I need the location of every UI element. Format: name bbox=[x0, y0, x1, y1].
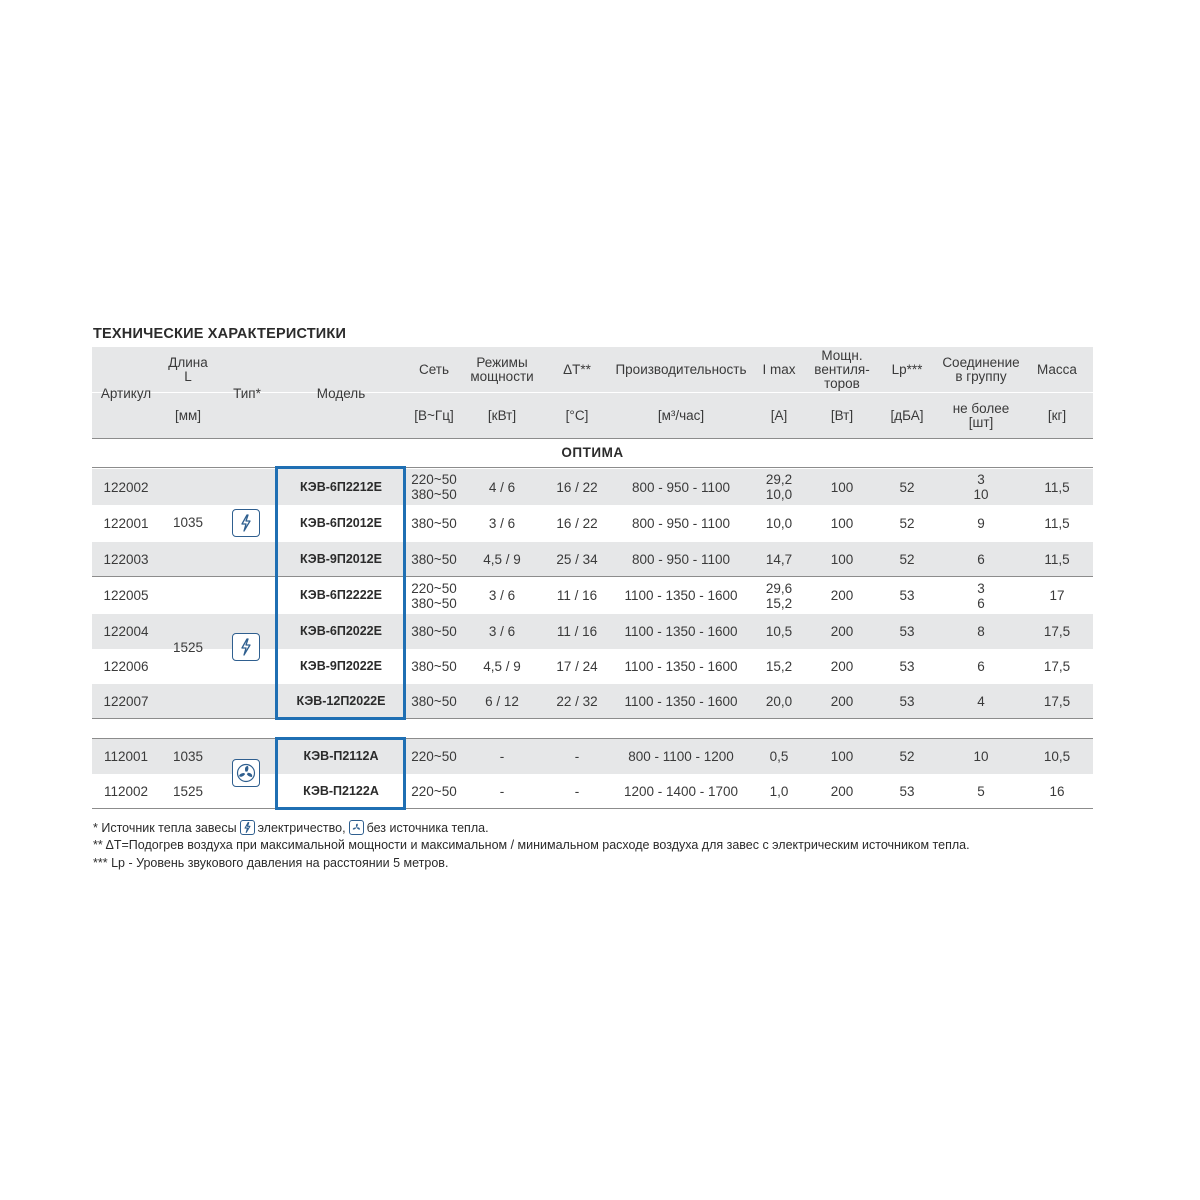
cell-model: КЭВ-6П2012Е bbox=[300, 516, 382, 530]
cell-model: КЭВ-6П2222Е bbox=[300, 588, 382, 602]
cell-model: КЭВ-П2122А bbox=[303, 783, 379, 798]
cell-imax: 10,5 bbox=[765, 624, 793, 639]
header-net: Сеть bbox=[418, 362, 450, 377]
cell-article: 122005 bbox=[103, 588, 149, 603]
cell-article: 112002 bbox=[103, 783, 149, 799]
cell-lp: 52 bbox=[899, 749, 915, 764]
cell-net: 380~50 bbox=[411, 551, 457, 567]
cell-power: 4,5 / 9 bbox=[483, 659, 521, 674]
cell-model: КЭВ-9П2022Е bbox=[300, 659, 382, 673]
header-power bbox=[464, 352, 540, 388]
cell-net: 380~50 bbox=[411, 693, 457, 709]
header-model: Модель bbox=[316, 386, 366, 401]
cell-net-2: 380~50 bbox=[411, 595, 457, 611]
header-group-line2: в группу bbox=[955, 369, 1007, 384]
cell-flow: 800 - 950 - 1100 bbox=[631, 479, 731, 495]
cell-power: 6 / 12 bbox=[485, 693, 519, 709]
cell-group: 4 bbox=[977, 693, 985, 709]
cell-lp: 52 bbox=[899, 479, 915, 495]
cell-flow: 1100 - 1350 - 1600 bbox=[624, 693, 738, 709]
cell-fan: 200 bbox=[830, 624, 854, 639]
header-length bbox=[160, 352, 216, 388]
model-highlight-box bbox=[275, 466, 406, 720]
cell-article: 122003 bbox=[103, 551, 149, 567]
cell-lp: 53 bbox=[899, 693, 915, 709]
cell-fan: 100 bbox=[830, 479, 854, 495]
header-imax-unit: [А] bbox=[770, 408, 788, 423]
group-line bbox=[92, 467, 1093, 468]
cell-dt: 16 / 22 bbox=[556, 516, 598, 531]
cell-group: 8 bbox=[977, 624, 985, 639]
cell-imax-1: 29,2 bbox=[765, 472, 793, 487]
cell-model: КЭВ-12П2022Е bbox=[296, 693, 386, 708]
cell-model: КЭВ-9П2012Е bbox=[300, 551, 382, 566]
cell-power: - bbox=[499, 749, 505, 764]
cell-imax-2: 15,2 bbox=[765, 595, 793, 611]
cell-length: 1035 bbox=[172, 749, 204, 764]
cell-power: - bbox=[499, 783, 505, 799]
cell-lp: 53 bbox=[899, 783, 915, 799]
cell-net: 380~50 bbox=[411, 624, 457, 639]
cell-article: 122002 bbox=[103, 479, 149, 495]
cell-net bbox=[404, 577, 464, 614]
group-length: 1035 bbox=[172, 515, 204, 530]
cell-article: 122001 bbox=[103, 516, 149, 531]
group-line bbox=[92, 718, 1093, 719]
cell-imax: 10,0 bbox=[765, 516, 793, 531]
header-power-line2: мощности bbox=[470, 369, 534, 384]
header-group-line1: Соединение bbox=[942, 355, 1020, 370]
lightning-icon bbox=[232, 509, 260, 537]
header-power-unit: [кВт] bbox=[487, 408, 517, 423]
cell-group-1: 3 bbox=[977, 580, 985, 596]
header-type: Тип* bbox=[233, 386, 261, 401]
cell-model: КЭВ-П2112А bbox=[303, 749, 379, 763]
cell-fan: 200 bbox=[830, 783, 854, 799]
lightning-icon bbox=[232, 633, 260, 661]
cell-model: КЭВ-6П2022Е bbox=[300, 624, 382, 638]
cell-fan: 100 bbox=[830, 551, 854, 567]
cell-dt: 17 / 24 bbox=[556, 659, 598, 674]
cell-fan: 200 bbox=[830, 588, 854, 603]
cell-dt: 11 / 16 bbox=[556, 588, 598, 603]
cell-model: КЭВ-6П2212Е bbox=[300, 479, 382, 494]
header-dt-unit: [°С] bbox=[565, 408, 589, 423]
cell-fan: 200 bbox=[830, 659, 854, 674]
header-group-unit bbox=[940, 398, 1022, 434]
cell-lp: 53 bbox=[899, 659, 915, 674]
cell-flow: 800 - 950 - 1100 bbox=[631, 516, 731, 531]
cell-mass: 11,5 bbox=[1044, 551, 1070, 567]
cell-imax: 0,5 bbox=[769, 749, 789, 764]
cell-dt: - bbox=[574, 749, 580, 764]
header-power-line1: Режимы bbox=[476, 355, 528, 370]
cell-lp: 53 bbox=[899, 624, 915, 639]
footnote-1 bbox=[93, 820, 489, 835]
header-fan-line3: торов bbox=[824, 376, 860, 391]
cell-imax: 20,0 bbox=[765, 693, 793, 709]
header-group-unit-line2: [шт] bbox=[968, 415, 994, 430]
header-length-line1: Длина bbox=[168, 355, 208, 370]
cell-flow: 1200 - 1400 - 1700 bbox=[623, 783, 739, 799]
cell-dt: 11 / 16 bbox=[556, 624, 598, 639]
header-mass-unit: [кг] bbox=[1047, 408, 1067, 423]
header-length-line2: L bbox=[184, 369, 192, 384]
header-fan-line1: Мощн. bbox=[821, 348, 863, 363]
group-line bbox=[92, 808, 1093, 809]
header-flow: Производительность bbox=[615, 362, 747, 377]
section-title: ОПТИМА bbox=[561, 445, 624, 460]
cell-power: 3 / 6 bbox=[488, 624, 516, 639]
cell-article: 122006 bbox=[103, 659, 149, 674]
cell-fan: 100 bbox=[830, 516, 854, 531]
header-length-unit: [мм] bbox=[174, 408, 202, 423]
cell-flow: 800 - 950 - 1100 bbox=[631, 551, 731, 567]
header-net-unit: [В~Гц] bbox=[414, 408, 454, 423]
fan-icon bbox=[349, 820, 364, 835]
cell-mass: 17,5 bbox=[1043, 659, 1071, 674]
cell-article: 122004 bbox=[103, 624, 149, 639]
footnote-3: *** Lp - Уровень звукового давления на расстоянии 5 метров. bbox=[93, 856, 449, 870]
cell-power: 3 / 6 bbox=[488, 516, 516, 531]
cell-imax: 15,2 bbox=[765, 659, 793, 674]
cell-lp: 52 bbox=[899, 516, 915, 531]
cell-mass: 17 bbox=[1049, 588, 1065, 603]
header-imax: I max bbox=[762, 362, 796, 377]
cell-mass: 17,5 bbox=[1043, 693, 1071, 709]
footnote-2: ** ΔT=Подогрев воздуха при максимальной мощности и максимальном / минимальном расходе воздуха для завес с электрическим источником тепла. bbox=[93, 838, 970, 852]
cell-group bbox=[940, 577, 1022, 614]
cell-dt: 16 / 22 bbox=[556, 479, 598, 495]
model-highlight-box bbox=[275, 737, 406, 810]
cell-net bbox=[404, 469, 464, 505]
header-dt: ΔT** bbox=[563, 362, 591, 377]
cell-mass: 11,5 bbox=[1044, 516, 1070, 531]
cell-imax-2: 10,0 bbox=[765, 487, 793, 502]
cell-imax: 14,7 bbox=[765, 551, 793, 567]
header-flow-unit: [м³/час] bbox=[657, 408, 705, 423]
cell-group: 6 bbox=[977, 659, 985, 674]
header-lp: Lp*** bbox=[891, 362, 923, 377]
cell-net: 220~50 bbox=[411, 749, 457, 764]
lightning-icon bbox=[240, 820, 255, 835]
cell-group-2: 6 bbox=[977, 595, 985, 611]
cell-mass: 16 bbox=[1049, 783, 1065, 799]
fan-icon bbox=[232, 759, 260, 787]
header-fan-line2: вентиля- bbox=[814, 362, 870, 377]
cell-flow: 800 - 1100 - 1200 bbox=[628, 749, 734, 764]
cell-flow: 1100 - 1350 - 1600 bbox=[624, 624, 738, 639]
cell-group-1: 3 bbox=[977, 472, 985, 487]
cell-group: 5 bbox=[977, 783, 985, 799]
cell-length: 1525 bbox=[172, 783, 204, 799]
cell-imax-1: 29,6 bbox=[765, 580, 793, 596]
cell-dt: 22 / 32 bbox=[556, 693, 598, 709]
cell-net-2: 380~50 bbox=[411, 487, 457, 502]
cell-dt: 25 / 34 bbox=[556, 551, 598, 567]
cell-lp: 52 bbox=[899, 551, 915, 567]
cell-net: 220~50 bbox=[411, 783, 457, 799]
header-fan bbox=[810, 348, 874, 392]
cell-net-1: 220~50 bbox=[411, 472, 457, 487]
cell-power: 3 / 6 bbox=[488, 588, 516, 603]
cell-lp: 53 bbox=[899, 588, 915, 603]
cell-article: 112001 bbox=[103, 749, 149, 764]
cell-flow: 1100 - 1350 - 1600 bbox=[624, 588, 738, 603]
header-article: Артикул bbox=[100, 386, 152, 401]
header-lp-unit: [дБА] bbox=[890, 408, 924, 423]
table-title: ТЕХНИЧЕСКИЕ ХАРАКТЕРИСТИКИ bbox=[93, 326, 347, 342]
footnote-1-text-c: без источника тепла. bbox=[366, 820, 489, 835]
cell-group bbox=[940, 469, 1022, 505]
cell-mass: 10,5 bbox=[1043, 749, 1071, 764]
cell-group-2: 10 bbox=[973, 487, 989, 502]
header-mass: Масса bbox=[1037, 362, 1077, 377]
cell-group: 10 bbox=[973, 749, 989, 764]
cell-net: 380~50 bbox=[411, 516, 457, 531]
header-fan-unit: [Вт] bbox=[830, 408, 854, 423]
cell-power: 4,5 / 9 bbox=[483, 551, 521, 567]
cell-net: 380~50 bbox=[411, 659, 457, 674]
cell-net-1: 220~50 bbox=[411, 580, 457, 596]
footnote-1-text-a: * Источник тепла завесы bbox=[93, 820, 237, 835]
cell-imax bbox=[748, 469, 810, 505]
cell-mass: 11,5 bbox=[1044, 479, 1070, 495]
cell-group: 6 bbox=[977, 551, 985, 567]
header-bottom-line bbox=[92, 438, 1093, 439]
cell-flow: 1100 - 1350 - 1600 bbox=[624, 659, 738, 674]
cell-group: 9 bbox=[977, 516, 985, 531]
cell-fan: 100 bbox=[830, 749, 854, 764]
cell-article: 122007 bbox=[103, 693, 149, 709]
footnote-1-text-b: электричество, bbox=[257, 820, 346, 835]
cell-dt: - bbox=[574, 783, 580, 799]
cell-imax: 1,0 bbox=[769, 783, 789, 799]
cell-imax bbox=[748, 577, 810, 614]
header-group bbox=[940, 352, 1022, 388]
cell-power: 4 / 6 bbox=[488, 479, 516, 495]
cell-mass: 17,5 bbox=[1043, 624, 1071, 639]
cell-fan: 200 bbox=[830, 693, 854, 709]
group-length: 1525 bbox=[172, 640, 204, 655]
header-group-unit-line1: не более bbox=[952, 401, 1010, 416]
